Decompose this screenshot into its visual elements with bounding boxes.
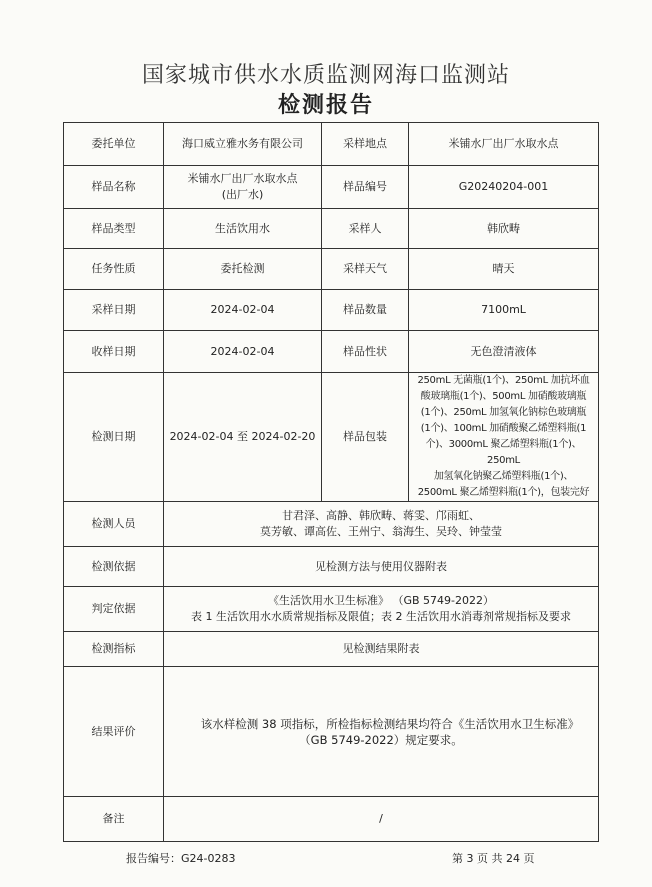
sample-no-value: G20240204-001 (409, 166, 599, 209)
packaging-line: 250mL 无菌瓶(1个)、250mL 加抗坏血 (417, 375, 590, 386)
packaging-label: 样品包装 (322, 373, 409, 502)
table-row (64, 797, 599, 842)
packaging-value (409, 373, 599, 502)
weather-value: 晴天 (409, 249, 599, 290)
weather-label: 采样天气 (322, 249, 409, 290)
table-row (64, 249, 599, 290)
packaging-line: 个)、3000mL 聚乙烯塑料瓶(1个)、250mL (425, 439, 582, 466)
remark-label: 备注 (64, 797, 164, 842)
sample-name-value (164, 166, 322, 209)
client-label: 委托单位 (64, 123, 164, 166)
report-table (63, 122, 599, 842)
sample-name-line2: (出厂水) (221, 188, 264, 201)
packaging-line: 加氢氧化钠聚乙烯塑料瓶(1个)、 (433, 471, 574, 482)
table-row (64, 331, 599, 373)
packaging-line: (1个)、250mL 加氢氧化钠棕色玻璃瓶 (420, 407, 587, 418)
judge-label: 判定依据 (64, 587, 164, 632)
sample-type-value: 生活饮用水 (164, 209, 322, 249)
conclusion-line2: （GB 5749-2022）规定要求。 (299, 732, 463, 747)
task-value: 委托检测 (164, 249, 322, 290)
basis-label: 检测依据 (64, 547, 164, 587)
table-row (64, 667, 599, 797)
receipt-date-value: 2024-02-04 (164, 331, 322, 373)
judge-line1: 《生活饮用水卫生标准》 （GB 5749-2022） (267, 594, 495, 607)
testers-label: 检测人员 (64, 502, 164, 547)
conclusion-label: 结果评价 (64, 667, 164, 797)
table-row (64, 373, 599, 502)
test-date-value: 2024-02-04 至 2024-02-20 (164, 373, 322, 502)
appearance-value: 无色澄清液体 (409, 331, 599, 373)
table-row (64, 166, 599, 209)
judge-line2: 表 1 生活饮用水水质常规指标及限值；表 2 生活饮用水消毒剂常规指标及要求 (191, 610, 571, 623)
indicator-value: 见检测结果附表 (164, 632, 599, 667)
task-label: 任务性质 (64, 249, 164, 290)
table-row (64, 123, 599, 166)
appearance-label: 样品性状 (322, 331, 409, 373)
testers-line2: 莫芳敏、谭高佐、王州宁、翁海生、吴玲、钟莹莹 (260, 525, 502, 538)
organization-title: 国家城市供水水质监测网海口监测站 (141, 63, 510, 88)
packaging-line: (1个)、100mL 加硝酸聚乙烯塑料瓶(1 (420, 423, 587, 434)
sample-name-label: 样品名称 (64, 166, 164, 209)
test-date-label: 检测日期 (64, 373, 164, 502)
sample-no-label: 样品编号 (322, 166, 409, 209)
client-value: 海口威立雅水务有限公司 (164, 123, 322, 166)
site-label: 采样地点 (322, 123, 409, 166)
quantity-label: 样品数量 (322, 290, 409, 331)
testers-line1: 甘君泽、高静、韩欣畴、蒋雯、邝雨虹、 (282, 509, 480, 522)
sampling-date-value: 2024-02-04 (164, 290, 322, 331)
packaging-line: 酸玻璃瓶(1个)、500mL 加硝酸玻璃瓶 (420, 391, 587, 402)
table-row (64, 290, 599, 331)
receipt-date-label: 收样日期 (64, 331, 164, 373)
basis-value: 见检测方法与使用仪器附表 (164, 547, 599, 587)
report-number: 报告编号：G24-0283 (126, 852, 236, 865)
testers-value (164, 502, 599, 547)
table-row (64, 547, 599, 587)
table-row (64, 587, 599, 632)
quantity-value: 7100mL (409, 290, 599, 331)
packaging-line: 2500mL 聚乙烯塑料瓶(1个)，包装完好 (417, 487, 590, 498)
table-row (64, 632, 599, 667)
sampling-date-label: 采样日期 (64, 290, 164, 331)
document-title: 检测报告 (277, 92, 374, 118)
sampler-label: 采样人 (322, 209, 409, 249)
sample-type-label: 样品类型 (64, 209, 164, 249)
indicator-label: 检测指标 (64, 632, 164, 667)
conclusion-line1: 该水样检测 38 项指标，所检指标检测结果均符合《生活饮用水卫生标准》 (200, 716, 580, 731)
judge-value (164, 587, 599, 632)
page-info: 第 3 页 共 24 页 (452, 852, 535, 865)
sampler-value: 韩欣畴 (409, 209, 599, 249)
remark-value: / (164, 797, 599, 842)
table-row (64, 502, 599, 547)
table-row (64, 209, 599, 249)
sample-name-line1: 米铺水厂出厂水取水点 (187, 172, 298, 185)
conclusion-value (164, 667, 599, 797)
site-value: 米铺水厂出厂水取水点 (409, 123, 599, 166)
